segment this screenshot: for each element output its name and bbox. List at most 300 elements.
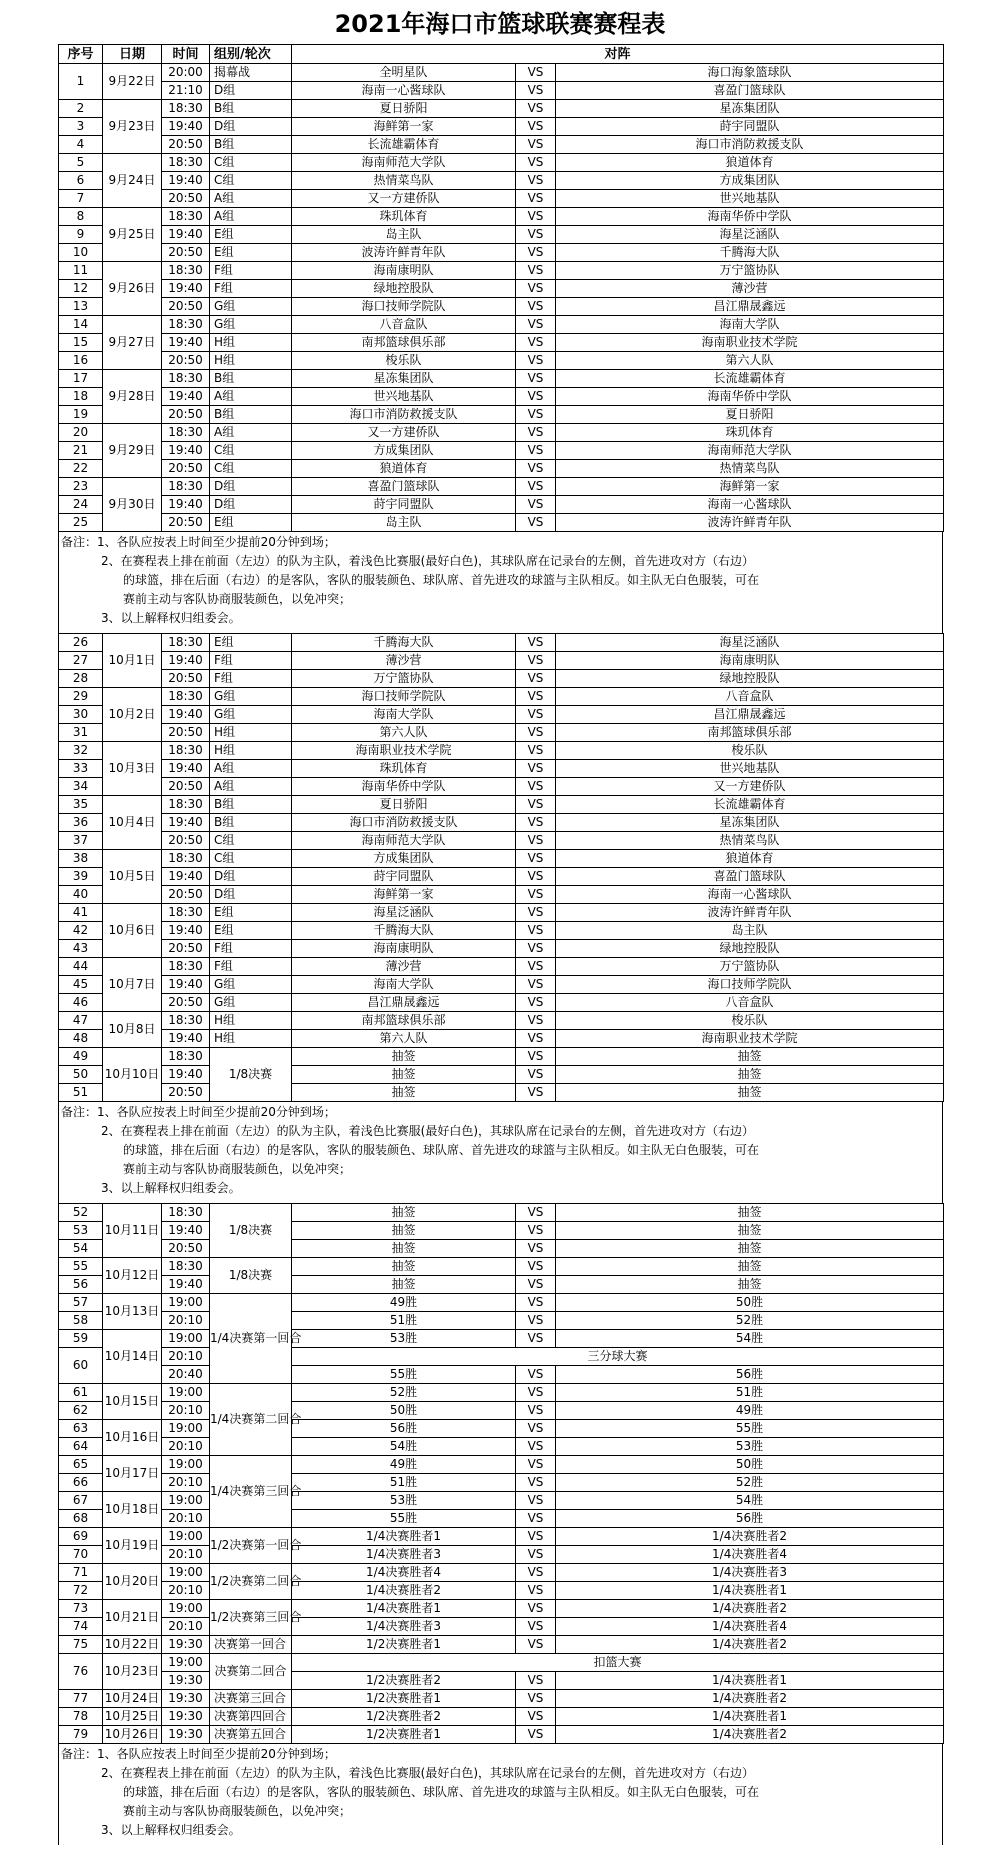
away-team: 莳宇同盟队 bbox=[556, 118, 944, 136]
home-team: 海口技师学院队 bbox=[292, 688, 516, 706]
match-date: 10月14日 bbox=[103, 1330, 162, 1384]
match-number: 64 bbox=[59, 1438, 103, 1456]
home-team: 1/4决赛胜者2 bbox=[292, 1582, 516, 1600]
home-team: 又一方建侨队 bbox=[292, 424, 516, 442]
match-date: 10月6日 bbox=[103, 904, 162, 958]
match-group: H组 bbox=[210, 1030, 292, 1048]
away-team: 53胜 bbox=[556, 1438, 944, 1456]
match-time: 18:30 bbox=[162, 100, 210, 118]
match-number: 20 bbox=[59, 424, 103, 442]
versus-label: VS bbox=[516, 922, 556, 940]
home-team: 莳宇同盟队 bbox=[292, 496, 516, 514]
table-row bbox=[59, 406, 944, 424]
versus-label: VS bbox=[516, 244, 556, 262]
versus-label: VS bbox=[516, 868, 556, 886]
match-group: G组 bbox=[210, 316, 292, 334]
match-number: 61 bbox=[59, 1384, 103, 1402]
table-row bbox=[59, 976, 944, 994]
match-group: 揭幕战 bbox=[210, 64, 292, 82]
match-date: 10月12日 bbox=[103, 1258, 162, 1294]
remark-line bbox=[59, 1764, 942, 1783]
away-team: 海南一心酱球队 bbox=[556, 496, 944, 514]
match-number: 39 bbox=[59, 868, 103, 886]
match-date: 10月4日 bbox=[103, 796, 162, 850]
match-date: 9月28日 bbox=[103, 370, 162, 424]
away-team: 1/4决赛胜者2 bbox=[556, 1600, 944, 1618]
remark-line bbox=[59, 1141, 942, 1160]
table-row bbox=[59, 352, 944, 370]
match-group: B组 bbox=[210, 370, 292, 388]
match-time: 19:00 bbox=[162, 1384, 210, 1402]
home-team: 抽签 bbox=[292, 1240, 516, 1258]
away-team: 54胜 bbox=[556, 1492, 944, 1510]
match-time: 19:40 bbox=[162, 226, 210, 244]
match-group: G组 bbox=[210, 994, 292, 1012]
versus-label: VS bbox=[516, 724, 556, 742]
match-number: 16 bbox=[59, 352, 103, 370]
match-date: 9月22日 bbox=[103, 64, 162, 100]
versus-label: VS bbox=[516, 652, 556, 670]
home-team: 岛主队 bbox=[292, 514, 516, 532]
match-group: G组 bbox=[210, 688, 292, 706]
versus-label: VS bbox=[516, 1726, 556, 1744]
match-group: A组 bbox=[210, 388, 292, 406]
match-group: 决赛第四回合 bbox=[210, 1708, 292, 1726]
match-group: A组 bbox=[210, 190, 292, 208]
home-team: 1/4决赛胜者1 bbox=[292, 1528, 516, 1546]
away-team: 抽签 bbox=[556, 1204, 944, 1222]
match-number: 10 bbox=[59, 244, 103, 262]
match-date: 10月5日 bbox=[103, 850, 162, 904]
away-team: 海南华侨中学队 bbox=[556, 208, 944, 226]
match-number: 45 bbox=[59, 976, 103, 994]
home-team: 梭乐队 bbox=[292, 352, 516, 370]
away-team: 抽签 bbox=[556, 1084, 944, 1102]
home-team: 55胜 bbox=[292, 1366, 516, 1384]
match-group: 1/8决赛 bbox=[210, 1258, 292, 1294]
match-time: 19:30 bbox=[162, 1726, 210, 1744]
home-team: 抽签 bbox=[292, 1048, 516, 1066]
away-team: 海口市消防救援支队 bbox=[556, 136, 944, 154]
table-row bbox=[59, 994, 944, 1012]
schedule-table bbox=[58, 1203, 944, 1744]
match-number: 19 bbox=[59, 406, 103, 424]
table-row bbox=[59, 1402, 944, 1420]
match-number: 56 bbox=[59, 1276, 103, 1294]
match-group: 1/8决赛 bbox=[210, 1048, 292, 1102]
match-date: 10月1日 bbox=[103, 634, 162, 688]
match-number: 14 bbox=[59, 316, 103, 334]
away-team: 抽签 bbox=[556, 1240, 944, 1258]
table-row bbox=[59, 190, 944, 208]
versus-label: VS bbox=[516, 370, 556, 388]
match-group: F组 bbox=[210, 262, 292, 280]
match-number: 60 bbox=[59, 1348, 103, 1384]
home-team: 1/4决赛胜者1 bbox=[292, 1600, 516, 1618]
away-team: 1/4决赛胜者1 bbox=[556, 1582, 944, 1600]
versus-label: VS bbox=[516, 154, 556, 172]
away-team: 1/4决赛胜者4 bbox=[556, 1618, 944, 1636]
match-time: 20:50 bbox=[162, 994, 210, 1012]
table-row bbox=[59, 868, 944, 886]
match-group: D组 bbox=[210, 496, 292, 514]
remark-line bbox=[59, 1160, 942, 1179]
versus-label: VS bbox=[516, 1312, 556, 1330]
home-team: 抽签 bbox=[292, 1258, 516, 1276]
remark-line bbox=[59, 1179, 942, 1198]
match-group: H组 bbox=[210, 742, 292, 760]
versus-label: VS bbox=[516, 1330, 556, 1348]
versus-label: VS bbox=[516, 904, 556, 922]
match-group: 1/8决赛 bbox=[210, 1204, 292, 1258]
match-number: 12 bbox=[59, 280, 103, 298]
match-date: 10月19日 bbox=[103, 1528, 162, 1564]
remark-text: 3、以上解释权归组委会。 bbox=[101, 611, 241, 625]
away-team: 抽签 bbox=[556, 1222, 944, 1240]
match-number: 32 bbox=[59, 742, 103, 760]
match-group: D组 bbox=[210, 118, 292, 136]
versus-label: VS bbox=[516, 670, 556, 688]
match-time: 19:40 bbox=[162, 1276, 210, 1294]
match-time: 18:30 bbox=[162, 688, 210, 706]
match-number: 69 bbox=[59, 1528, 103, 1546]
table-row bbox=[59, 496, 944, 514]
match-group: 1/2决赛第一回合 bbox=[210, 1528, 292, 1564]
home-team: 海南师范大学队 bbox=[292, 154, 516, 172]
match-number: 54 bbox=[59, 1240, 103, 1258]
schedule-table bbox=[58, 633, 944, 1102]
match-time: 20:10 bbox=[162, 1474, 210, 1492]
versus-label: VS bbox=[516, 1420, 556, 1438]
match-time: 20:10 bbox=[162, 1402, 210, 1420]
remark-line bbox=[59, 590, 942, 609]
match-date: 10月23日 bbox=[103, 1654, 162, 1690]
match-number: 26 bbox=[59, 634, 103, 652]
table-row bbox=[59, 1420, 944, 1438]
table-row bbox=[59, 742, 944, 760]
versus-label: VS bbox=[516, 1066, 556, 1084]
match-time: 18:30 bbox=[162, 370, 210, 388]
versus-label: VS bbox=[516, 1084, 556, 1102]
match-time: 19:30 bbox=[162, 1672, 210, 1690]
match-group: C组 bbox=[210, 154, 292, 172]
table-row bbox=[59, 316, 944, 334]
remark-text: 2、在赛程表上排在前面（左边）的队为主队，着浅色比赛服(最好白色)，其球队席在记录台的左侧，首先进攻对方（右边） bbox=[101, 1124, 755, 1138]
away-team: 昌江鼎晟鑫远 bbox=[556, 298, 944, 316]
versus-label: VS bbox=[516, 742, 556, 760]
match-time: 20:50 bbox=[162, 940, 210, 958]
away-team: 热情菜鸟队 bbox=[556, 460, 944, 478]
match-number: 52 bbox=[59, 1204, 103, 1222]
match-group: 决赛第三回合 bbox=[210, 1690, 292, 1708]
match-time: 18:30 bbox=[162, 208, 210, 226]
away-team: 夏日骄阳 bbox=[556, 406, 944, 424]
home-team: 海南大学队 bbox=[292, 706, 516, 724]
match-number: 44 bbox=[59, 958, 103, 976]
match-date: 10月26日 bbox=[103, 1726, 162, 1744]
versus-label: VS bbox=[516, 1030, 556, 1048]
match-group: A组 bbox=[210, 760, 292, 778]
match-time: 18:30 bbox=[162, 958, 210, 976]
match-group: F组 bbox=[210, 652, 292, 670]
versus-label: VS bbox=[516, 1546, 556, 1564]
versus-label: VS bbox=[516, 100, 556, 118]
away-team: 海星泛涵队 bbox=[556, 634, 944, 652]
table-row bbox=[59, 1636, 944, 1654]
away-team: 第六人队 bbox=[556, 352, 944, 370]
match-time: 20:50 bbox=[162, 778, 210, 796]
match-date: 10月11日 bbox=[103, 1204, 162, 1258]
table-row bbox=[59, 442, 944, 460]
away-team: 又一方建侨队 bbox=[556, 778, 944, 796]
away-team: 海鲜第一家 bbox=[556, 478, 944, 496]
match-time: 19:40 bbox=[162, 1030, 210, 1048]
away-team: 抽签 bbox=[556, 1258, 944, 1276]
versus-label: VS bbox=[516, 1204, 556, 1222]
versus-label: VS bbox=[516, 796, 556, 814]
match-number: 53 bbox=[59, 1222, 103, 1240]
match-number: 57 bbox=[59, 1294, 103, 1312]
away-team: 星冻集团队 bbox=[556, 100, 944, 118]
away-team: 海南大学队 bbox=[556, 316, 944, 334]
table-row bbox=[59, 226, 944, 244]
match-group: C组 bbox=[210, 442, 292, 460]
match-time: 19:40 bbox=[162, 118, 210, 136]
versus-label: VS bbox=[516, 478, 556, 496]
table-row bbox=[59, 82, 944, 100]
match-group: G组 bbox=[210, 298, 292, 316]
match-number: 72 bbox=[59, 1582, 103, 1600]
match-number: 48 bbox=[59, 1030, 103, 1048]
match-group: 1/4决赛第三回合 bbox=[210, 1456, 292, 1528]
table-row bbox=[59, 1048, 944, 1066]
match-time: 19:00 bbox=[162, 1492, 210, 1510]
match-group: 决赛第五回合 bbox=[210, 1726, 292, 1744]
match-group: A组 bbox=[210, 424, 292, 442]
match-number: 37 bbox=[59, 832, 103, 850]
versus-label: VS bbox=[516, 1528, 556, 1546]
match-time: 19:00 bbox=[162, 1564, 210, 1582]
versus-label: VS bbox=[516, 886, 556, 904]
home-team: 第六人队 bbox=[292, 1030, 516, 1048]
table-row bbox=[59, 64, 944, 82]
home-team: 狼道体育 bbox=[292, 460, 516, 478]
match-date: 10月18日 bbox=[103, 1492, 162, 1528]
table-row bbox=[59, 424, 944, 442]
match-number: 36 bbox=[59, 814, 103, 832]
match-time: 20:50 bbox=[162, 514, 210, 532]
match-number: 58 bbox=[59, 1312, 103, 1330]
away-team: 抽签 bbox=[556, 1066, 944, 1084]
home-team: 1/2决赛胜者1 bbox=[292, 1636, 516, 1654]
away-team: 抽签 bbox=[556, 1048, 944, 1066]
table-row bbox=[59, 370, 944, 388]
home-team: 海南师范大学队 bbox=[292, 832, 516, 850]
remark-text: 赛前主动与客队协商服装颜色，以免冲突； bbox=[123, 1804, 352, 1818]
match-number: 79 bbox=[59, 1726, 103, 1744]
match-time: 19:40 bbox=[162, 334, 210, 352]
home-team: 海鲜第一家 bbox=[292, 886, 516, 904]
versus-label: VS bbox=[516, 706, 556, 724]
match-date: 10月2日 bbox=[103, 688, 162, 742]
match-group: H组 bbox=[210, 1012, 292, 1030]
away-team: 海南华侨中学队 bbox=[556, 388, 944, 406]
home-team: 南邦篮球俱乐部 bbox=[292, 1012, 516, 1030]
match-group: B组 bbox=[210, 814, 292, 832]
match-date: 9月30日 bbox=[103, 478, 162, 532]
match-date: 10月3日 bbox=[103, 742, 162, 796]
versus-label: VS bbox=[516, 190, 556, 208]
remark-line bbox=[59, 1821, 942, 1840]
match-group: B组 bbox=[210, 100, 292, 118]
away-team: 56胜 bbox=[556, 1510, 944, 1528]
away-team: 1/4决赛胜者2 bbox=[556, 1690, 944, 1708]
away-team: 海口海象篮球队 bbox=[556, 64, 944, 82]
away-team: 长流雄霸体育 bbox=[556, 796, 944, 814]
match-number: 42 bbox=[59, 922, 103, 940]
table-row bbox=[59, 244, 944, 262]
match-time: 19:00 bbox=[162, 1330, 210, 1348]
table-row bbox=[59, 652, 944, 670]
match-time: 20:50 bbox=[162, 406, 210, 424]
header-matchup: 对阵 bbox=[292, 45, 944, 64]
table-row bbox=[59, 778, 944, 796]
versus-label: VS bbox=[516, 442, 556, 460]
home-team: 1/2决赛胜者1 bbox=[292, 1726, 516, 1744]
home-team: 52胜 bbox=[292, 1384, 516, 1402]
match-group: 1/4决赛第二回合 bbox=[210, 1384, 292, 1456]
table-row bbox=[59, 688, 944, 706]
match-number: 76 bbox=[59, 1654, 103, 1690]
match-time: 18:30 bbox=[162, 1204, 210, 1222]
match-group: F组 bbox=[210, 280, 292, 298]
home-team: 53胜 bbox=[292, 1330, 516, 1348]
versus-label: VS bbox=[516, 316, 556, 334]
match-time: 19:00 bbox=[162, 1654, 210, 1672]
match-group: E组 bbox=[210, 904, 292, 922]
home-team: 薄沙营 bbox=[292, 958, 516, 976]
table-row bbox=[59, 1066, 944, 1084]
versus-label: VS bbox=[516, 1240, 556, 1258]
match-group: D组 bbox=[210, 886, 292, 904]
match-time: 19:40 bbox=[162, 652, 210, 670]
versus-label: VS bbox=[516, 64, 556, 82]
match-time: 19:40 bbox=[162, 1222, 210, 1240]
home-team: 星冻集团队 bbox=[292, 370, 516, 388]
page-title: 2021年海口市篮球联赛赛程表 bbox=[334, 10, 666, 38]
match-number: 66 bbox=[59, 1474, 103, 1492]
versus-label: VS bbox=[516, 1258, 556, 1276]
match-time: 20:50 bbox=[162, 460, 210, 478]
versus-label: VS bbox=[516, 994, 556, 1012]
versus-label: VS bbox=[516, 1690, 556, 1708]
remark-text: 2、在赛程表上排在前面（左边）的队为主队，着浅色比赛服(最好白色)，其球队席在记录台的左侧，首先进攻对方（右边） bbox=[101, 554, 755, 568]
match-time: 19:40 bbox=[162, 976, 210, 994]
match-number: 7 bbox=[59, 190, 103, 208]
versus-label: VS bbox=[516, 352, 556, 370]
table-row bbox=[59, 118, 944, 136]
match-time: 20:50 bbox=[162, 136, 210, 154]
away-team: 海南职业技术学院 bbox=[556, 334, 944, 352]
match-number: 65 bbox=[59, 1456, 103, 1474]
table-row bbox=[59, 1492, 944, 1510]
home-team: 昌江鼎晟鑫远 bbox=[292, 994, 516, 1012]
away-team: 海南一心酱球队 bbox=[556, 886, 944, 904]
match-number: 4 bbox=[59, 136, 103, 154]
versus-label: VS bbox=[516, 1474, 556, 1492]
remark-text: 的球篮，排在后面（右边）的是客队，客队的服装颜色、球队席、首先进攻的球篮与主队相反。如主队无白色服装，可在 bbox=[123, 573, 760, 587]
match-time: 20:50 bbox=[162, 670, 210, 688]
versus-label: VS bbox=[516, 778, 556, 796]
home-team: 海星泛涵队 bbox=[292, 904, 516, 922]
remark-line bbox=[59, 552, 942, 571]
match-date: 10月8日 bbox=[103, 1012, 162, 1048]
remark-label: 备注： bbox=[61, 1105, 98, 1119]
away-team: 55胜 bbox=[556, 1420, 944, 1438]
match-date: 10月17日 bbox=[103, 1456, 162, 1492]
match-group: D组 bbox=[210, 478, 292, 496]
versus-label: VS bbox=[516, 1222, 556, 1240]
away-team: 千腾海大队 bbox=[556, 244, 944, 262]
match-time: 18:30 bbox=[162, 262, 210, 280]
table-row bbox=[59, 1084, 944, 1102]
home-team: 方成集团队 bbox=[292, 442, 516, 460]
versus-label: VS bbox=[516, 1366, 556, 1384]
table-header-row bbox=[59, 45, 944, 64]
table-row bbox=[59, 1618, 944, 1636]
away-team: 薄沙营 bbox=[556, 280, 944, 298]
match-time: 20:50 bbox=[162, 298, 210, 316]
away-team: 绿地控股队 bbox=[556, 940, 944, 958]
away-team: 50胜 bbox=[556, 1456, 944, 1474]
home-team: 抽签 bbox=[292, 1204, 516, 1222]
away-team: 梭乐队 bbox=[556, 1012, 944, 1030]
match-date: 10月15日 bbox=[103, 1384, 162, 1420]
away-team: 星冻集团队 bbox=[556, 814, 944, 832]
table-row bbox=[59, 1222, 944, 1240]
away-team: 海口技师学院队 bbox=[556, 976, 944, 994]
table-row bbox=[59, 958, 944, 976]
home-team: 55胜 bbox=[292, 1510, 516, 1528]
match-number: 67 bbox=[59, 1492, 103, 1510]
away-team: 1/4决赛胜者4 bbox=[556, 1546, 944, 1564]
home-team: 抽签 bbox=[292, 1222, 516, 1240]
remark-label: 备注： bbox=[61, 1747, 98, 1761]
table-row bbox=[59, 1654, 944, 1672]
versus-label: VS bbox=[516, 1402, 556, 1420]
table-row bbox=[59, 1672, 944, 1690]
away-team: 49胜 bbox=[556, 1402, 944, 1420]
match-time: 18:30 bbox=[162, 316, 210, 334]
match-group: C组 bbox=[210, 832, 292, 850]
match-number: 1 bbox=[59, 64, 103, 100]
home-team: 53胜 bbox=[292, 1492, 516, 1510]
home-team: 海鲜第一家 bbox=[292, 118, 516, 136]
away-team: 喜盈门篮球队 bbox=[556, 82, 944, 100]
versus-label: VS bbox=[516, 1564, 556, 1582]
table-row bbox=[59, 1294, 944, 1312]
versus-label: VS bbox=[516, 1294, 556, 1312]
home-team: 热情菜鸟队 bbox=[292, 172, 516, 190]
match-number: 6 bbox=[59, 172, 103, 190]
match-number: 55 bbox=[59, 1258, 103, 1276]
match-group: H组 bbox=[210, 334, 292, 352]
versus-label: VS bbox=[516, 298, 556, 316]
away-team: 狼道体育 bbox=[556, 154, 944, 172]
table-row bbox=[59, 1582, 944, 1600]
versus-label: VS bbox=[516, 1492, 556, 1510]
match-number: 15 bbox=[59, 334, 103, 352]
